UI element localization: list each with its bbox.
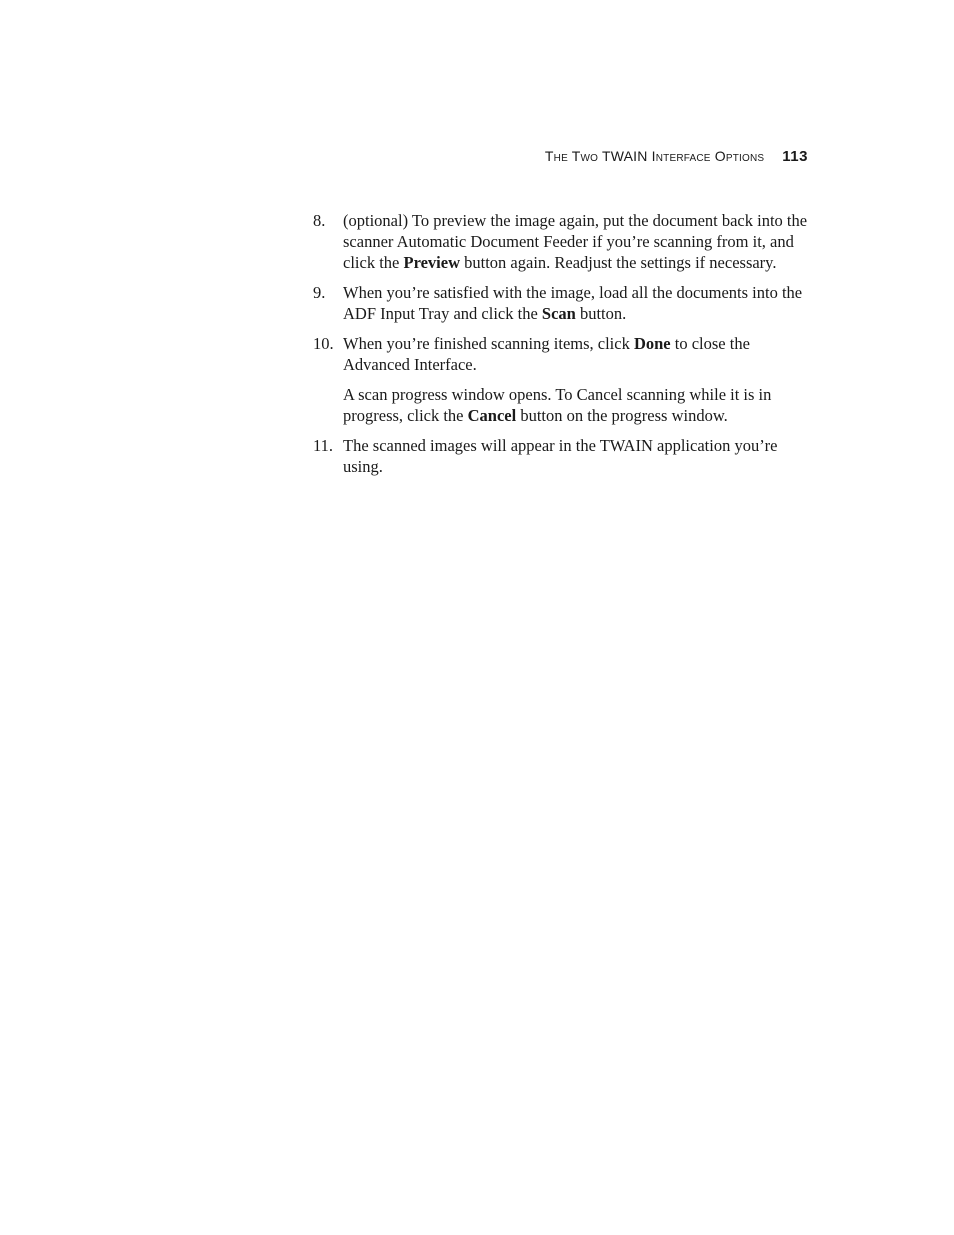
step-11	[313, 435, 813, 477]
header-title: The Two TWAIN Interface Options	[544, 148, 765, 164]
done-button-label: Done	[633, 334, 671, 353]
step-text	[343, 282, 813, 324]
step-number: 8.	[313, 211, 326, 230]
note-text-part: A scan progress window opens. To Cancel scanning while it is in progress, click the	[343, 385, 772, 425]
step-text-part: button again. Readjust the settings if necessary.	[460, 253, 777, 272]
step-number: 9.	[313, 283, 326, 302]
step-text: The scanned images will appear in the TWAIN application you’re using.	[343, 436, 778, 476]
step-text-part: When you’re finished scanning items, click	[343, 334, 634, 353]
step-text	[343, 210, 813, 273]
preview-button-label: Preview	[403, 253, 460, 272]
note-text-part: button on the progress window.	[516, 406, 728, 425]
page-number: 113	[782, 148, 808, 165]
running-header	[545, 148, 808, 168]
step-note	[343, 384, 813, 426]
cancel-button-label: Cancel	[467, 406, 517, 425]
step-9	[313, 282, 813, 324]
step-text	[343, 333, 813, 375]
step-text-part: When you’re satisfied with the image, load all the documents into the ADF Input Tray and click the	[343, 283, 803, 323]
instruction-list	[313, 210, 813, 486]
step-number: 11.	[313, 436, 334, 455]
step-number: 10.	[313, 334, 334, 353]
step-text-part: button.	[575, 304, 627, 323]
step-text-part: to close the Advanced Interface.	[343, 334, 750, 374]
scan-button-label: Scan	[541, 304, 576, 323]
step-10	[313, 333, 813, 426]
step-8	[313, 210, 813, 273]
step-text-part: (optional) To preview the image again, put the document back into the scanner Automatic Document Feeder if you’re scanning from it, and click the	[343, 211, 808, 272]
